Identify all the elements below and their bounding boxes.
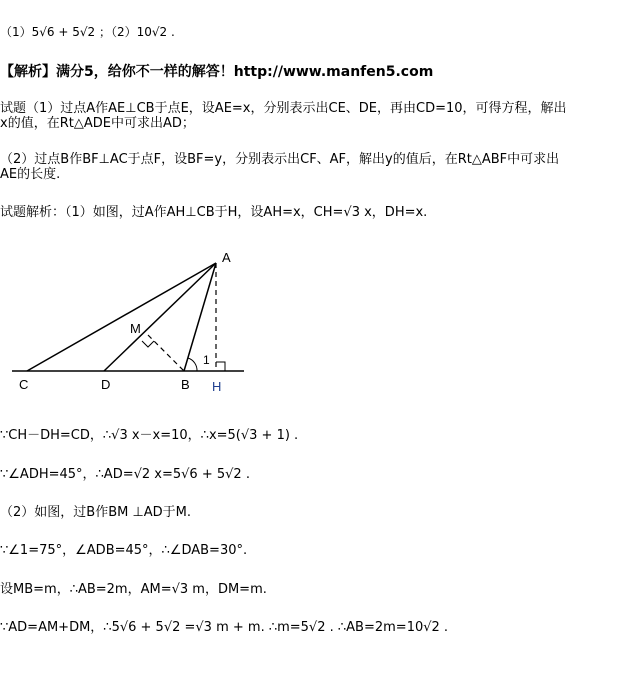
label-d: D [101,377,111,392]
step-4: 设MB=m，∴AB=2m，AM=√3 m，DM=m. [0,582,267,597]
label-a: A [222,250,231,265]
step-2: ∵∠ADH=45°，∴AD=√2 x=5√6 + 5√2 . [0,467,250,482]
right-angle-m [142,341,154,347]
solution-intro: 试题解析：（1）如图，过A作AH⊥CB于H，设AH=x，CH=√3 x，DH=x. [0,205,428,220]
idea-part2-line1: （2）过点B作BF⊥AC于点F，设BF=y，分别表示出CF、AF，解出y的值后，在Rt△ABF中可求出 [0,152,560,167]
step-5: ∵AD=AM+DM，∴5√6 + 5√2 =√3 m + m. ∴m=5√2 . ∴AB=2m=10√2 . [0,620,449,635]
right-angle-h [216,362,225,371]
label-angle-1: 1 [203,353,210,367]
label-h: H [212,379,222,394]
step-1: ∵CH－DH=CD，∴√3 x－x=10，∴x=5(√3 + 1) . [0,428,299,443]
label-m: M [130,321,141,336]
geometry-figure [0,240,630,410]
analysis-header: 【解析】满分5，给你不一样的解答！http://www.manfen5.com [0,64,434,80]
idea-part1-line1: 试题（1）过点A作AE⊥CB于点E，设AE=x，分别表示出CE、DE，再由CD=10，可得方程，解出 [0,101,567,116]
step-3: ∵∠1=75°，∠ADB=45°，∴∠DAB=30°. [0,543,248,558]
angle-arc-1 [188,358,197,371]
answer-line: （1）5√6 + 5√2 ；（2）10√2 . [0,25,175,39]
idea-part2-line2: AE的长度. [0,167,61,182]
idea-part1-line2: x的值，在Rt△ADE中可求出AD； [0,116,195,131]
perpendicular-bm [148,335,184,371]
label-c: C [19,377,29,392]
label-b: B [181,377,190,392]
part2-intro: （2）如图，过B作BM ⊥AD于M. [0,505,192,520]
